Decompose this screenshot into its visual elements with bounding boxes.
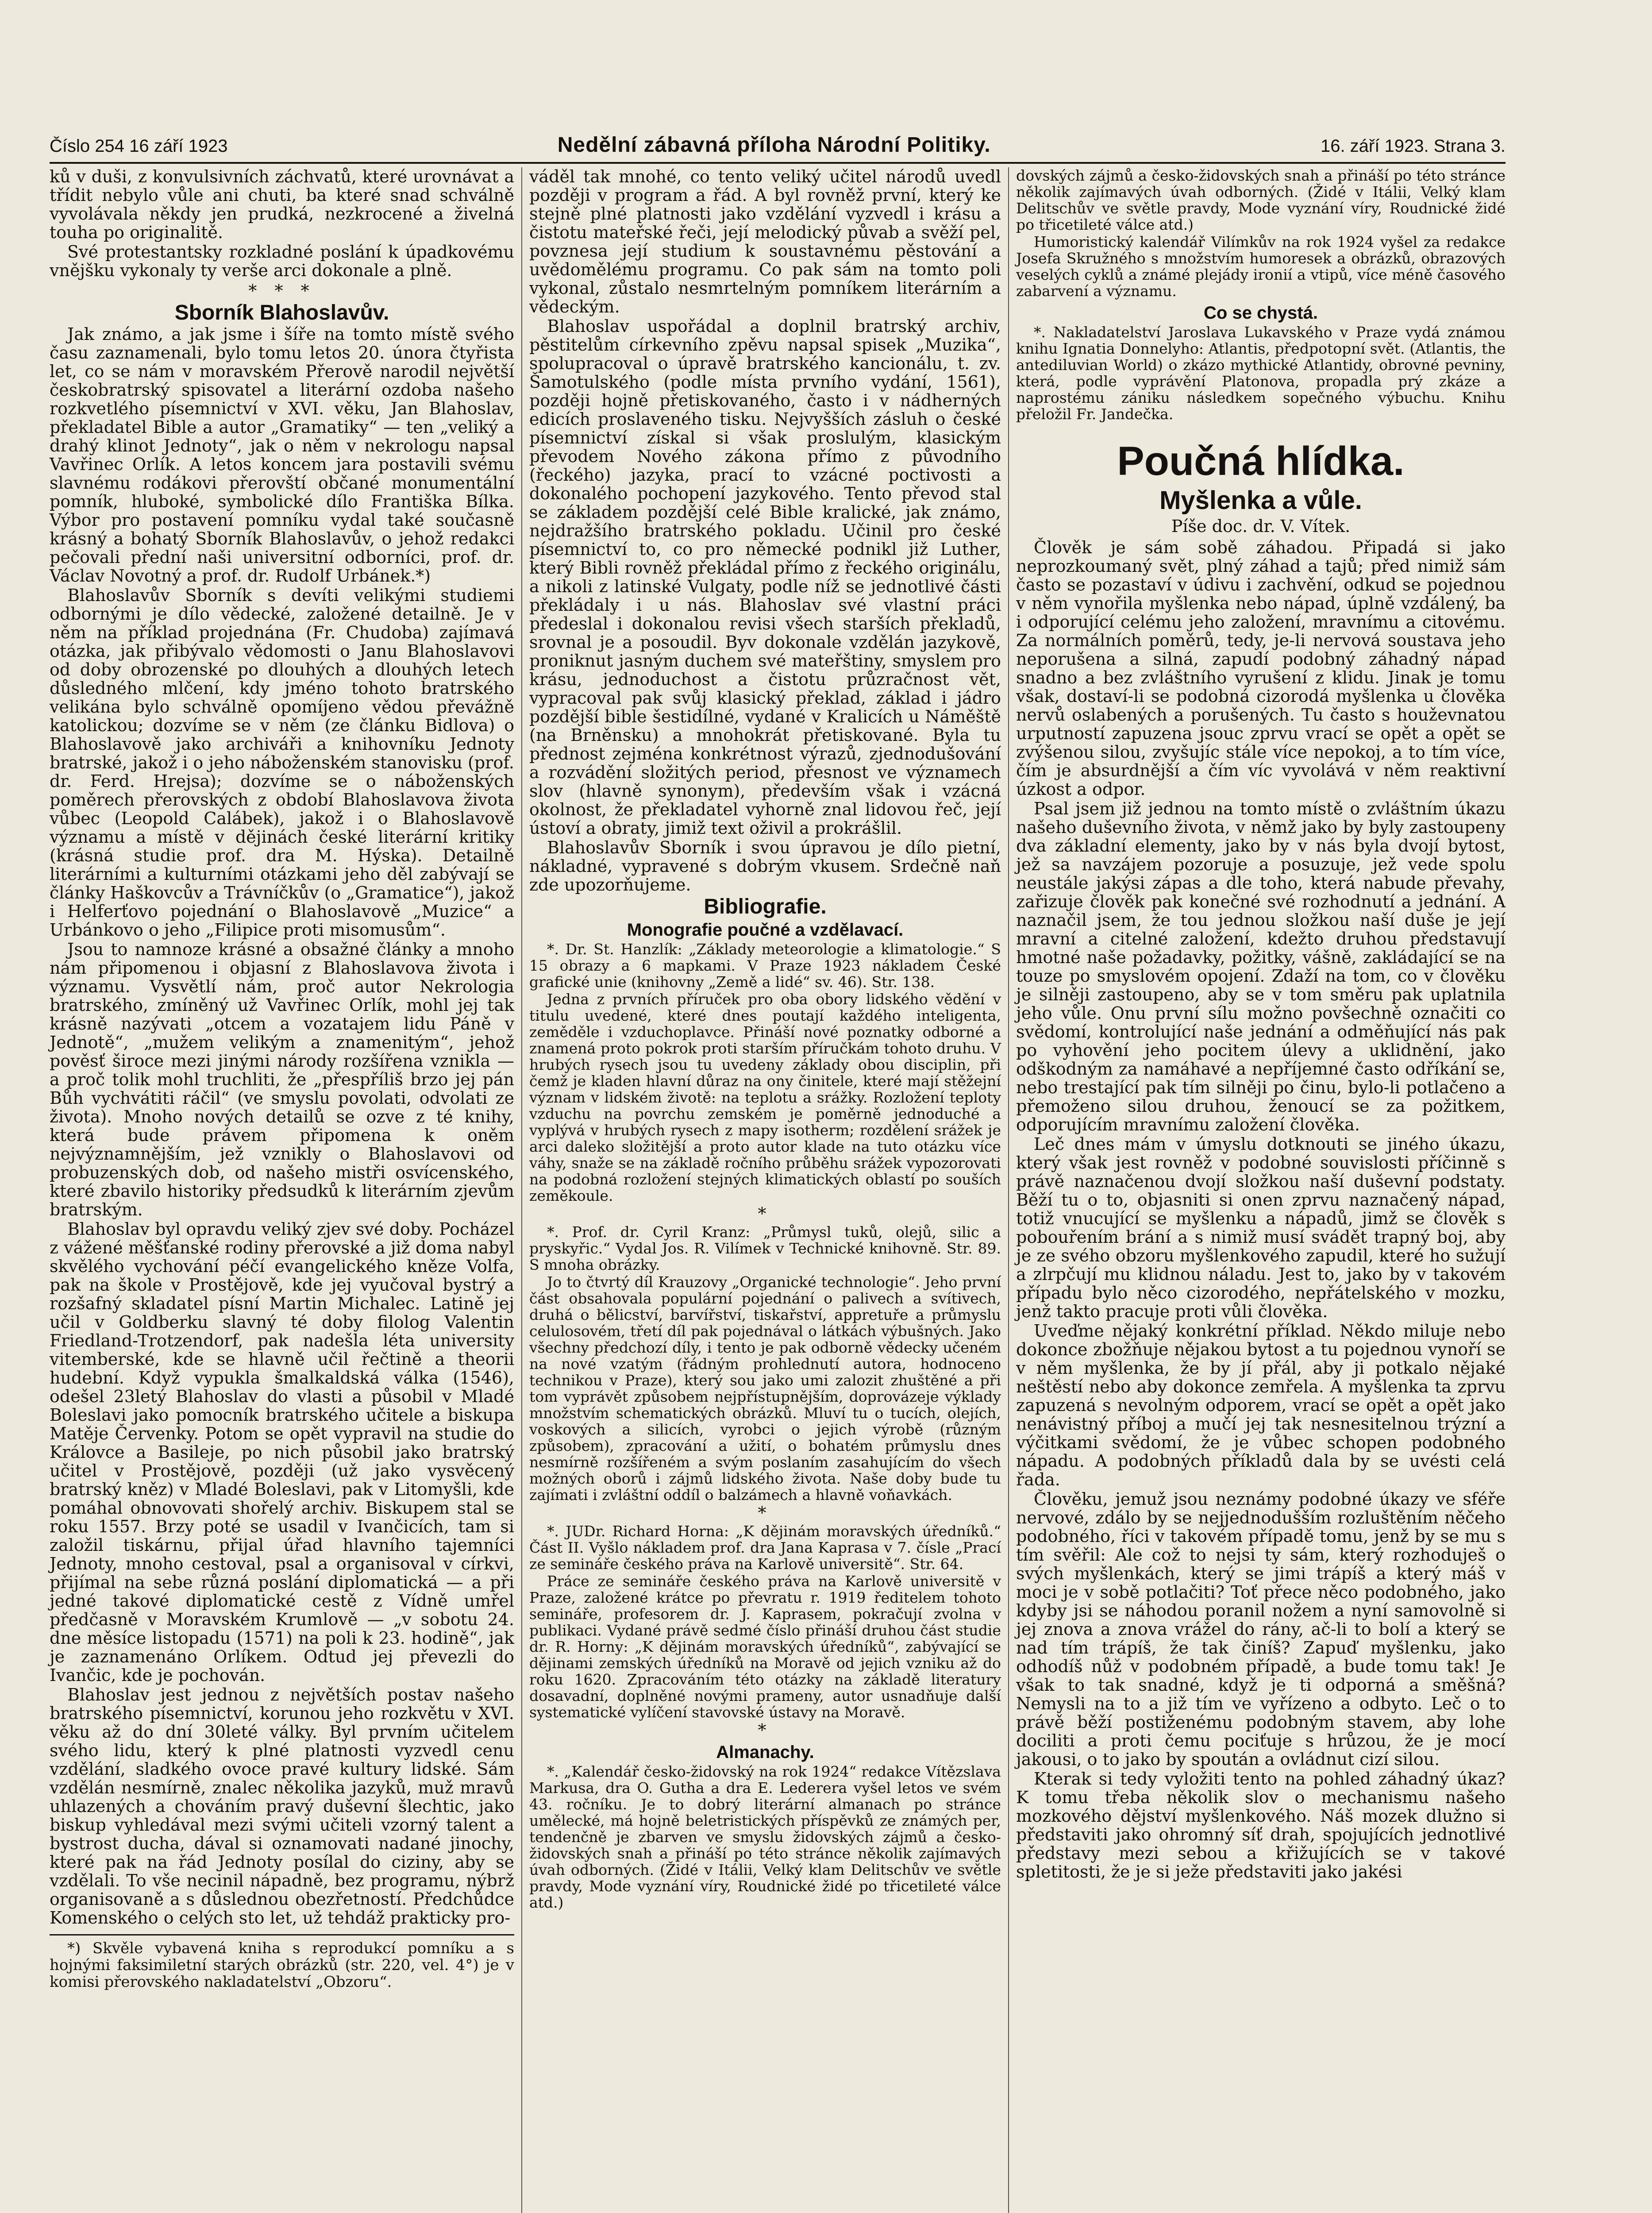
section-title-bibliografie: Bibliografie.	[704, 895, 827, 918]
col3-paragraph: Kterak si tedy vyložiti tento na pohled záhadný úkaz? K tomu třeba několik slov o mechanismu našeho mozkového dějství myšlenkového. Náš mozek dlužno si představiti jako ohromný síť drah, spojujících jednotlivé představy mezi sebou a křižujících se v takové spletitosti, že je si ježe představiti jako jakési	[1016, 1769, 1506, 1881]
footnote-text: *) Skvěle vybavená kniha s reprodukcí pomníku a s hojnými faksimiletní starých obrázků (str. 220, vel. 4°) je v komisi přerovského nakladatelství „Obzoru“.	[50, 1939, 514, 1991]
col1-paragraph: Blahoslav jest jednou z největších postav našeho bratrského písemnictví, korunou jeho rozkvětu v XVI. věku až do dní 30leté války. Byl prvním učitelem svého lidu, který k plné platnosti vyzvedl cenu vzdělání, sladkého ovoce pravé kultury lidské. Sám vzdělán nesmírně, znalec několika jazyků, muž mravů uhlazených a chováním pravý duševní šlechtic, jako biskup vyhledával mezi svými učiteli vzorný talent a bystrost ducha, dával si oznamovati nadané jinochy, které pak na řád Jednoty posílal do ciziny, aby se vzdělali. To vše necinil nápadně, bez programu, nýbrž organisovaně a s důslednou obezřetností. Předchůdce Komenského o celých sto let, už tehdáž prakticky pro-	[50, 1685, 514, 1928]
section-title-co-se-chysta: Co se chystá.	[1204, 303, 1318, 323]
column-3	[1016, 167, 1506, 1882]
col1-paragraph: Jsou to namnoze krásné a obsažné články a mnoho nám připomenou i objasní z Blahoslavova života i významu. Vysvětlí nám, proč autor Nekrologia bratrského, zmíněný už Vavřinec Orlík, mohl jej tak krásně nazývati „otcem a vozatajem lidu Páně v Jednotě“, „mužem velikým a znamenitým“, jehož pověsť široce mezi jinými národy rozšířena vznikla — a proč tolik mohl truchliti, že „přespříliš brzo jej pán Bůh vychvátiti ráčil“ (ve smyslu povolati, odvolati ze života). Mnoho nových detailů se ozve z té knihy, která bude právem připomena k oněm nejvýznamnějším, jež vznikly o Blahoslavovi od probuzenských dob, od našeho mistři osvícenského, které zbavilo historiky předsudků k literárním zjevům bratrským.	[50, 940, 514, 1219]
header-issue: Číslo 254 16 září 1923	[50, 136, 228, 156]
col3-paragraph: Člověku, jemuž jsou neznámy podobné úkazy ve sféře nervové, zdálo by se nejjednodušším rozluštěním něčeho podobného, říci v takovém případě tomu, jenž by se mu s tím svěřil: Ale což to nejsi ty sám, který rozhoduješ o svých myšlenkách, který se jimi trápíš a který máš v moci je v sobě potlačiti? Toť přece něco podobného, jako kdyby jsi se náhodou poranil nožem a nyní samovolně si jej znova a znova vrážel do rány, ač-li to bolí a který se nad tím trápíš, že tak činíš? Zapuď myšlenku, jako odhodíš nůž v podobném případě, a bude tomu tak! Je však to tak snadné, když je ti odporná a směšná? Nemysli na to a již tím ve vyřízeno a odbyto. Leč o to právě běží postiženému podobným stavem, aby lohe dociliti a proti čemu pociťuje s hrůzou, že je mocí jakousi, o to jako by spoután a ovládnut cizí silou.	[1016, 1489, 1506, 1769]
col1-paragraph: Jak známo, a jak jsme i šíře na tomto místě svého času zaznamenali, bylo tomu letos 20. února čtyřista let, co se nám v moravském Přerově narodil největší českobratrský spisovatel a literární ozdoba našeho rozkvetlého písemnictví v XVI. věku, Jan Blahoslav, překladatel Bible a autor „Gramatiky“ — ten „veliký a drahý klinot Jednoty“, jak o něm v nekrologu napsal Vavřinec Orlík. A letos koncem jara postavili svému slavnému rodákovi přerovští občané monumentální pomník, hluboké, symbolické dílo Františka Bílka. Výbor pro postavení pomníku vydal také současně krásný a bohatý Sborník Blahoslavův, o jehož redakci pečovali přední naši universitní odborníci, prof. dr. Václav Novotný a prof. dr. Rudolf Urbánek.*)	[50, 324, 514, 586]
col3-top	[1016, 167, 1506, 299]
article-subtitle: Myšlenka a vůle.	[1159, 486, 1362, 515]
page-header	[50, 133, 1506, 160]
col3-paragraph: Psal jsem již jednou na tomto místě o zvláštním úkazu našeho duševního života, v němž jako by byly zastoupeny dva základní elementy, jako by v nás byla dvojí bytost, jež sa navzájem pozoruje a posuzuje, jež vede spolu neustále jakýsi zápas a dle toho, která nabude převahy, zařizuje člověk pak konečné své rozhodnutí a jednání. A naznačil jsem, že tou jednou složkou naší duše je její mravní a citelné založení, kdežto druhou představují hmotné naše požadavky, požitky, vášně, zakládající se na touze po smyslovém opojení. Zdaží na tom, co v člověku je silněji zastoupeno, aby se v tom směru pak uplatnila jeho vůle. Onu první sílu možno povšechně označiti co svědomí, kontrolující naše jednání a odměňující nás pak po vyhovění jeho pocitem úlevy a uklidnění, jako odškodným za namáhavé a nepříjemné často odříkání se, nebo trestající pak tím silněji po činu, bylo-li potlačeno a přemoženo silou druhou, ženoucí se za požitkem, odporujícím mravnímu založení člověka.	[1016, 799, 1506, 1134]
co-se-chysta-block	[1016, 324, 1506, 422]
col1-intro-1: ků v duši, z konvulsivních záchvatů, které urovnávat a třídit nebylo vůle ani chuti, ba které snad schválně vyvolávala někdy jen prudká, nezkrocené a živelná touha po originalitě.	[50, 167, 514, 242]
col1-paragraph: Blahoslavův Sborník s devíti velikými studiemi odbornými je dílo vědecké, založené detailně. Je v něm na příklad projednána (Fr. Chudoba) zajímavá otázka, jak přibývalo vědomosti o Janu Blahoslavovi od doby obrozenské po dlouhých a dlouhých letech důsledného mlčení, kdy jméno tohoto bratrského velikána bylo schválně opomíjeno vědou převážně katolickou; dozvíme se v něm (ze článku Bidlova) o Blahoslavově jako archiváři a knihovníku Jednoty bratrské, jakož i o jeho náboženském stanovisku (prof. dr. Ferd. Hrejsa); dozvíme se o náboženských poměrech přerovských z období Blahoslavova života vůbec (Leopold Calábek), jakož i o Blahoslavově významu a místě v dějinách české literární kritiky (krásná studie prof. dra M. Hýska). Detailně literárními a kulturními otázkami jeho děl zabývají se články Haškovcův a Trávníčkův (o „Gramatice“), jakož i Helferťovo pojednání o Blahoslavově „Muzice“ a Urbánkovo o jeho „Filipice proti misomusům“.	[50, 586, 514, 940]
subsection-title: Monografie poučné a vzdělavací.	[627, 920, 904, 940]
separator-stars: * * *	[248, 281, 316, 301]
col2-paragraph: váděl tak mnohé, co tento veliký učitel národů uvedl později v program a řád. A byl rovněž první, který ke stejně plné platnosti jako vzdělání vyzvedl i krásu a čistotu mateřské řeči, její melodický půvab a svěží pel, povznesa její studium k soustavnému pěstování a uvědomělému programu. Co pak sám na tomto poli vykonal, zůstalo nesmrtelným pomníkem literárním a vědeckým.	[529, 167, 1001, 316]
col3-top-text: Humoristický kalendář Vilímkův na rok 1924 vyšel za redakce Josefa Skružného s množstvím humoresek a obrázků, obrazových veselých cyklů a známé plejády ironií a vtipů, více méně časového zabarvení a významu.	[1016, 233, 1506, 300]
col1-paragraph: Blahoslav byl opravdu veliký zjev své doby. Pocházel z vážené měšťanské rodiny přerovské a již doma nabyl skvělého vychování péčí evangelického kněze Volfa, pak na škole v Prostějově, kde jej vyučoval bystrý a rozšafný skladatel písní Martin Michalec. Latině jej učil v Goldberku slavný té doby filolog Valentin Friedland-Trotzendorf, pak nadešla léta university vitemberské, kde se hlavně učil řečtině a theorii hudební. Když vypukla šmalkaldská válka (1546), odešel 23letý Blahoslav do vlasti a působil v Mladé Boleslavi jako pomocník bratrského učitele a biskupa Matěje Červenky. Potom se opět vypravil na studie do Královce a Basileje, po nich působil jako bratrský učitel v Prostějově, později (už jako vysvěcený bratrský kněz) v Mladé Boleslavi, pak v Litomyšli, kde pomáhal obnovovati shořelý archiv. Biskupem stal se roku 1557. Brzy poté se usadil v Ivančicích, tam si založil tiskárnu, přijal úřad hlavního tajemníci Jednoty, mnoho cestoval, psal a organisoval v církvi, přijímal na sebe různá poslání diplomatická — a při jedné takové diplomatické cestě z Vídně umřel předčasně v Moravském Krumlově — „v sobotu 24. dne měsíce listopadu (1571) na poli k 23. hodině“, jak je zaznamenáno Orlíkem. Odtud jej převezli do Ivančic, kde je pochován.	[50, 1219, 514, 1685]
article-byline: Píše doc. dr. V. Vítek.	[1171, 517, 1351, 536]
column-2	[529, 167, 1001, 1912]
separator-stars: *	[758, 1503, 773, 1523]
footnote	[50, 1934, 514, 1990]
bibliography-review: Jedna z prvních příruček pro oba obory lidského vědění v titulu uvedené, které dnes poutají každého inteligenta, zeměděle i vzduchoplavce. Přináší nové poznatky odborné a znamená proto pokrok proti starším příručkám tohoto druhu. V hrubých rysech jsou tu uvedeny základy obou disciplin, při čemž je kladen hlavní důraz na ony činitele, které mají stěžejní význam v lidském životě: na teplotu a srážky. Rozložení teploty vzduchu na povrchu zemském je poměrně jednoduché a vyplývá v hrubých rysech z mapy isotherm; rozdělení srážek je arci daleko složitější a proto autor klade na tuto otázku více váhy, snaže se na základě ročního průběhu srážek vypozorovati na podobná rozložení stejných klimatických oblastí po souších zeměkoule.	[529, 991, 1001, 1204]
col3-top-text: dovských zájmů a česko-židovských snah a přináší po této stránce několik zajímavých úvah odborných. (Židé v Itálii, Velký klam Delitschův ve světle pravdy, Mode vyznání víry, Roudnické židé po třicetileté válce atd.)	[1016, 167, 1506, 233]
separator-stars: *	[758, 1204, 773, 1223]
section-title-sbornik: Sborník Blahoslavův.	[174, 301, 389, 324]
column-divider	[1008, 167, 1009, 2213]
header-page: 16. září 1923. Strana 3.	[1320, 136, 1506, 156]
co-se-chysta-text: *. Nakladatelství Jaroslava Lukavského v Praze vydá známou knihu Ignatia Donnelyho: Atlantis, předpotopní svět. (Atlantis, the antediluvian World) o zkázo mythické Atlantidy, obrovné pevniny, která, podle vyprávění Platonova, propadla prý zkáze a naprostému zániku následkem sopečného výbuchu. Knihu přeložil Fr. Jandečka.	[1016, 324, 1506, 423]
col3-paragraph: Uveďme nějaký konkrétní příklad. Někdo miluje nebo dokonce zbožňuje nějakou bytost a tu pojednou vynoří se v něm myšlenka, že by jí přál, aby ji potkalo nějaké neštěstí nebo aby dokonce zemřela. A myšlenka ta zprvu zapuzená s nevolným odporem, vrací se opět a opět jako nenávistný příboj a mučí jej tak nesnesitelnou trýzní a výčitkami svědomí, že je vůbec schopen podobného nápadu. A podobných příkladů dala by se uvésti celá řada.	[1016, 1321, 1506, 1489]
section-title-almanachy: Almanachy.	[716, 1743, 814, 1762]
col2-paragraph: Blahoslavův Sborník i svou úpravou je dílo pietní, nákladné, vypravené s dobrým vkusem. Srdečně naň zde upozorňujeme.	[529, 838, 1001, 894]
almanac-entry: *. „Kalendář česko-židovský na rok 1924“ redakce Vítězslava Markusa, dra O. Gutha a dra E. Lederera vyšel letos ve svém 43. ročníku. Je to dobrý literární almanach po stránce umělecké, má hojně beletristických příspěvků ze známých per, tendenčně je zbarven ve smyslu židovských zájmů a česko-židovských snah a přináší po této stránce několik zajímavých úvah odborných. (Židé v Itálii, Velký klam Delitschův ve světle pravdy, Mode vyznání víry, Roudnické židé po třicetileté válce atd.)	[529, 1763, 1001, 1911]
bibliography-entry: *. Dr. St. Hanzlík: „Základy meteorologie a klimatologie.“ S 15 obrazy a 6 mapkami. V Praze 1923 nákladem České grafické unie (knihovny „Země a lidé“ sv. 46). Str. 138.	[529, 941, 1001, 991]
bibliography-entry: *. Prof. dr. Cyril Kranz: „Průmysl tuků, olejů, silic a pryskyřic.“ Vydal Jos. R. Vilímek v Technické knihovně. Str. 89. S mnoha obrázky.	[529, 1223, 1001, 1273]
col3-paragraph: Člověk je sám sobě záhadou. Připadá si jako neprozkoumaný svět, plný záhad a tajů; před nimiž sám často se pozastaví v údivu i zachvění, odkud se pojednou v něm vynořila myšlenka nebo nápad, úplně vzdálený, ba i odporující celému jeho založení, mravnímu a citovému. Za normálních poměrů, tedy, je-li nervová soustava jeho neporušena a silná, zapudí podobný záhadný nápad snadno a bez zvláštního vyrušení z klidu. Jinak je tomu však, dostaví-li se podobná cizorodá myšlenka u člověka nervů oslabených a porušených. Tu často s houževnatou urputností zapuzena jsouc zprvu vrací se opět a opět se zvýšenou silou, zvyšujíc stále více nepokoj, a to tím více, čím je absurdnější a čím víc vyvolává v něm reaktivní úzkost a odpor.	[1016, 538, 1506, 799]
bibliography-review: Práce ze semináře českého práva na Karlově universitě v Praze, založené krátce po převratu r. 1919 ředitelem tohoto semináře, profesorem dr. J. Kaprasem, pokračují zvolna v publikaci. Vydané právě sedmé číslo přináší druhou část studie dr. R. Horny: „K dějinám moravských úředníků“, zabývající se dějinami zemských úředníků na Moravě od jejich vzniku až do roku 1620. Zpracováním této otázky na základě literatury dosavadní, doplněné novými prameny, autor usnadňuje další systematické vylíčení stavovské ústavy na Moravě.	[529, 1573, 1001, 1721]
bibliography-review: Jo to čtvrtý díl Krauzovy „Organické technologie“. Jeho první část obsahovala populární pojednání o palivech a svítivech, druhá o bělicství, barvířství, tiskařství, appretuře a průmyslu celulosovém, třetí díl pak pojednával o látkách výbušných. Jako všechny předchozí díly, i tento je pak odborně vědecky učeném na nové vzatým (řádným prohlednutí autora, hodnoceno technikou v Praze), který sou jako umi zalozit zhuštěné a při tom vyprávět způsobem nejpřístupnějším, doprovázeje výklady množstvím schematických obrázků. Mluví tu o tucích, olejích, voskových a silicích, vyrobci o jejich výrobě (různým způsobem), zpracování a užití, o bohatém průmyslu dnes nesmírně rozšířeném a svým poslaním zasahujícím do všech možných oborů i zájmů lidského života. Naše doby bude tu zajímati i zvláštní oddíl o balzámech a hlavně voňavkách.	[529, 1273, 1001, 1504]
bibliography-entry: *. JUDr. Richard Horna: „K dějinám moravských úředníků.“ Část II. Vyšlo nákladem prof. dra Jana Kaprasa v 7. čísle „Prací ze semináře českého práva na Karlově universitě“. Str. 64.	[529, 1523, 1001, 1573]
header-title: Nedělní zábavná příloha Národní Politiky.	[557, 133, 991, 157]
col3-paragraph: Leč dnes mám v úmyslu dotknouti se jiného úkazu, který však jest rovněž v podobné souvislosti příčinně s právě naznačenou dvojí složkou naší duševní podstaty. Běží tu o to, objasniti si onen zprvu naznačený nápad, totiž vnucující se myšlenku a nápadů, jimž se člověk s pobouřením brání a s nimiž musí svádět trapný boj, aby je ze svého obzoru myšlenkového zapudil, které ho sužují a zlrpčují mu klidnou náladu. Jest to, jako by v takovém případu bylo něco cizorodého, nepřátelského v mozku, jenž takto pracuje proti vůli člověka.	[1016, 1134, 1506, 1321]
col1-intro-2: Své protestantsky rozkladné poslání k úpadkovému vnějšku vykonaly ty verše arci dokonale a plně.	[50, 242, 514, 280]
header-rule	[50, 162, 1506, 164]
bibliography-list	[529, 941, 1001, 1739]
almanac-block	[529, 1763, 1001, 1911]
column-1	[50, 167, 514, 1990]
col2-paragraph: Blahoslav uspořádal a doplnil bratrský archiv, pěstitelům církevního zpěvu napsal spisek „Muzika“, spolupracoval o úpravě bratrského kancionálu, t. zv. Šamotulského (podle místa prvního vydání, 1561), později hojně přetiskovaného, často i v nádherných edicích proslaveného tisku. Nejvyšších zásluh o české písemnictví získal si však proslulým, klasickým převodem Nového zákona přímo z původního (řeckého) jazyka, prací to vzácné poctivosti a dokonalého pochopení jazykového. Tento převod stal se základem pozdější celé Bible kralické, jak známo, nejdražšího bratrského pokladu. Učinil pro české písemnictví to, co pro německé podnikl již Luther, který Bibli rovněž překládal přímo z řeckého originálu, a nikoli z latinské Vulgaty, podle níž se jednotlivé části překládaly i u nás. Blahoslav své vlastní práci předeslal i dokonalou revisi všech starších překladů, srovnal je a posoudil. Byv dokonale vzdělán jazykově, proniknut jasným duchem své mateřštiny, smyslem pro krásu, jednoduchost a čistotu průzračnost vět, vypracoval pak svůj klasický překlad, základ i jádro pozdější bible šestidílné, vydané v Kralicích u Náměště (na Brněnsku) a mnohokrát přetiskované. Byla tu přednost zejména konkrétnost výrazů, zjednodušování a rozvádění složitých period, přesnost ve významech slov (hlavně synonym), především však i vzácná okolnost, že překladatel vyhorně znal lidovou řeč, její ústoví a obraty, jimiž text oživil a prokrášlil.	[529, 316, 1001, 838]
separator-stars: *	[758, 1720, 773, 1740]
column-divider	[521, 167, 522, 2213]
big-heading: Poučná hlídka.	[1117, 439, 1405, 484]
